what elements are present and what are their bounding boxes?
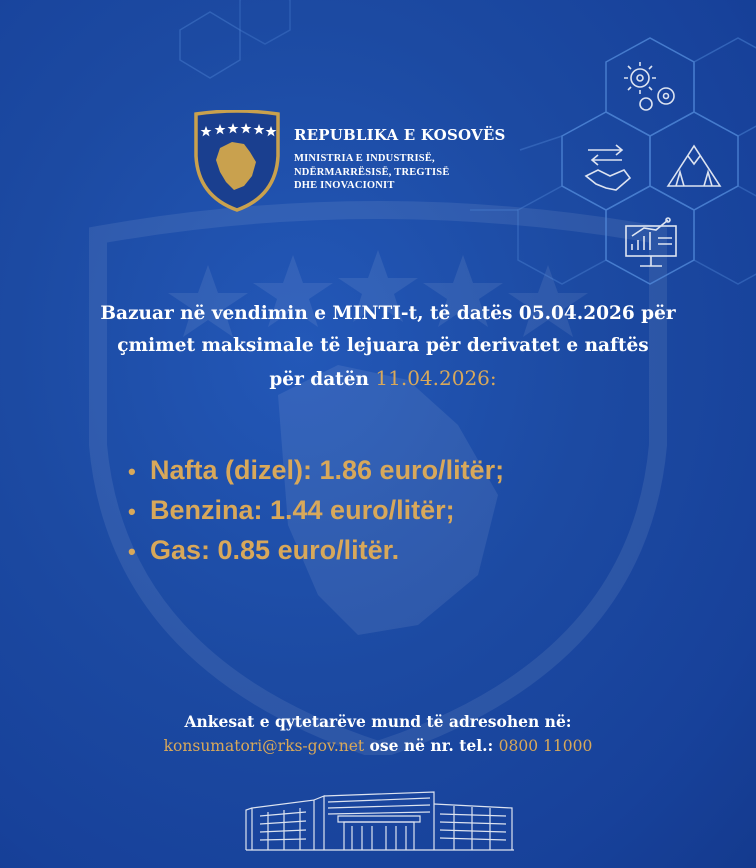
ministry-logo — [192, 110, 522, 220]
bullet: • — [128, 499, 136, 524]
announcement-line-2: çmimet maksimale të lejuara për derivatet e naftës — [117, 335, 649, 356]
contact-line-2 — [0, 734, 756, 758]
contact-email-link[interactable]: konsumatori@rks-gov.net — [163, 737, 365, 755]
analytics-monitor-icon — [626, 218, 676, 266]
bullet: • — [128, 459, 136, 484]
ministry-name — [294, 152, 450, 193]
contact-info — [0, 710, 756, 758]
ministry-line: DHE INOVACIONIT — [294, 180, 395, 191]
price-text: Nafta (dizel): 1.86 euro/litër; — [150, 455, 505, 485]
bullet: • — [128, 539, 136, 564]
effective-date: 11.04.2026: — [375, 366, 497, 390]
gears-icon — [624, 62, 674, 110]
price-item-gas — [128, 531, 504, 571]
mountains-icon — [668, 146, 720, 186]
price-item-petrol — [128, 491, 504, 531]
ministry-line: MINISTRIA E INDUSTRISË, — [294, 153, 435, 164]
price-text: Benzina: 1.44 euro/litër; — [150, 495, 455, 525]
coat-of-arms-icon — [192, 110, 282, 212]
price-item-diesel — [128, 451, 504, 491]
announcement-text — [0, 298, 756, 396]
contact-line-1: Ankesat e qytetarëve mund të adresohen në: — [184, 712, 572, 731]
date-prefix: për datën — [269, 369, 376, 390]
price-list — [128, 451, 504, 571]
price-text: Gas: 0.85 euro/litër. — [150, 535, 400, 565]
announcement-line-3 — [0, 362, 756, 396]
contact-phone-number[interactable]: 0800 11000 — [498, 737, 593, 755]
contact-middle-text: ose në nr. tel.: — [364, 736, 499, 755]
ministry-line: NDËRMARRËSISË, TREGTISË — [294, 166, 450, 178]
announcement-line-1: Bazuar në vendimin e MINTI-t, të datës 05.04.2026 për — [100, 303, 676, 324]
country-title: REPUBLIKA E KOSOVËS — [294, 126, 506, 144]
handshake-icon — [586, 145, 630, 190]
ministry-building-icon — [244, 786, 516, 852]
